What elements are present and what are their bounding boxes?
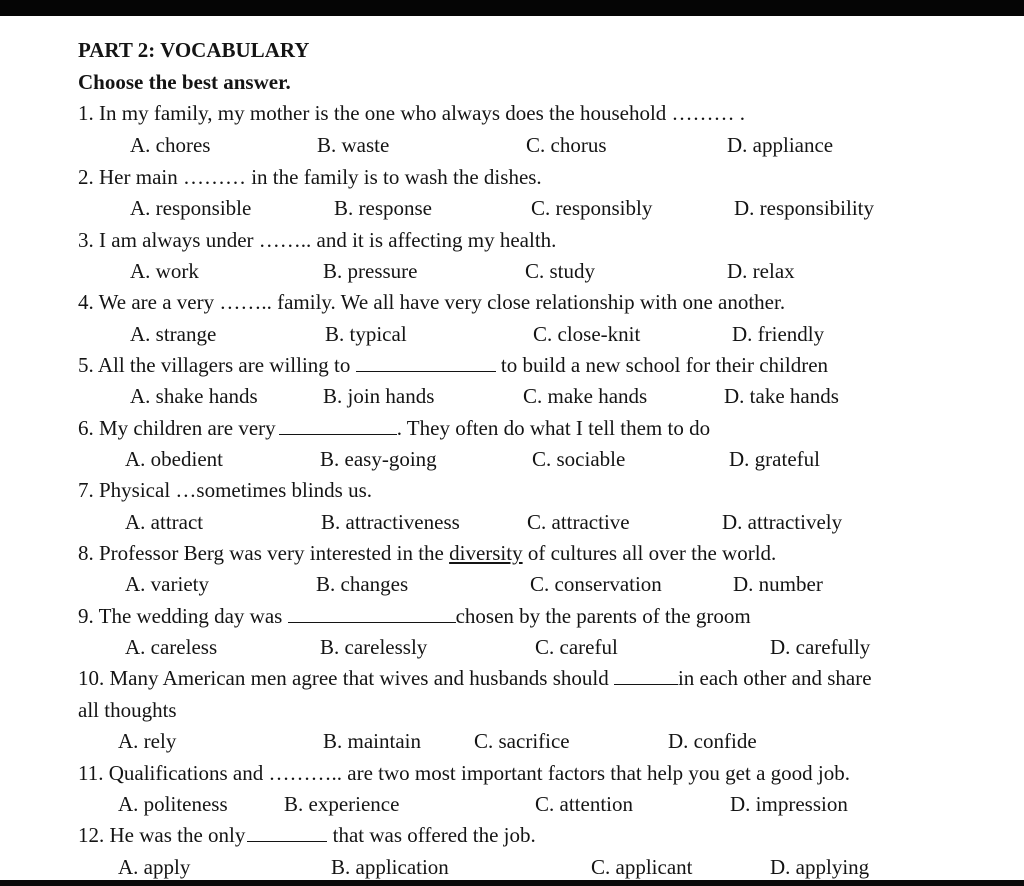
q5-option-c: C. make hands bbox=[523, 384, 648, 408]
q1-option-a: A. chores bbox=[130, 133, 211, 157]
question-12 bbox=[78, 822, 536, 848]
q10-option-c: C. sacrifice bbox=[474, 729, 570, 753]
q4-option-b: B. typical bbox=[325, 322, 407, 346]
q1-option-d: D. appliance bbox=[727, 133, 834, 157]
part-title: PART 2: VOCABULARY bbox=[78, 38, 310, 62]
q3-option-b: B. pressure bbox=[323, 259, 418, 283]
q11-option-a: A. politeness bbox=[118, 792, 228, 816]
q9-option-a: A. careless bbox=[125, 635, 218, 659]
q3-option-c: C. study bbox=[525, 259, 596, 283]
question-7: 7. Physical …sometimes blinds us. bbox=[78, 478, 372, 502]
q9-option-b: B. carelessly bbox=[320, 635, 428, 659]
q5-text-before: 5. All the villagers are willing to bbox=[78, 353, 351, 377]
question-1: 1. In my family, my mother is the one who always does the household ……… . bbox=[78, 101, 746, 125]
q9-text-before: 9. The wedding day was bbox=[78, 604, 283, 628]
top-dark-bar bbox=[0, 0, 1024, 16]
q10-option-a: A. rely bbox=[118, 729, 177, 753]
q10-text-before: 10. Many American men agree that wives and husbands should bbox=[78, 666, 609, 690]
question-10 bbox=[78, 665, 872, 691]
q6-text-before: 6. My children are very bbox=[78, 416, 276, 440]
q5-option-a: A. shake hands bbox=[130, 384, 258, 408]
q3-option-a: A. work bbox=[130, 259, 199, 283]
instruction: Choose the best answer. bbox=[78, 70, 291, 94]
q7-option-d: D. attractively bbox=[722, 510, 843, 534]
q8-option-a: A. variety bbox=[125, 572, 209, 596]
q12-text-before: 12. He was the only bbox=[78, 823, 246, 847]
q5-option-d: D. take hands bbox=[724, 384, 839, 408]
q6-text-after: . They often do what I tell them to do bbox=[396, 416, 711, 440]
q7-option-c: C. attractive bbox=[527, 510, 630, 534]
question-2: 2. Her main ……… in the family is to wash the dishes. bbox=[78, 165, 542, 189]
q6-blank bbox=[279, 416, 397, 435]
question-6 bbox=[78, 415, 710, 441]
q2-option-d: D. responsibility bbox=[734, 196, 874, 220]
q7-option-a: A. attract bbox=[125, 510, 204, 534]
q1-option-c: C. chorus bbox=[526, 133, 607, 157]
q3-option-d: D. relax bbox=[727, 259, 795, 283]
q4-option-c: C. close-knit bbox=[533, 322, 641, 346]
q10-text-after: in each other and share bbox=[677, 666, 872, 690]
q8-option-c: C. conservation bbox=[530, 572, 662, 596]
q9-option-c: C. careful bbox=[535, 635, 618, 659]
q12-blank bbox=[247, 823, 327, 842]
q10-option-b: B. maintain bbox=[323, 729, 421, 753]
question-9 bbox=[78, 603, 751, 629]
q11-option-b: B. experience bbox=[284, 792, 400, 816]
q8-underlined-word: diversity bbox=[449, 541, 523, 565]
q2-option-a: A. responsible bbox=[130, 196, 252, 220]
q6-option-c: C. sociable bbox=[532, 447, 626, 471]
q11-option-d: D. impression bbox=[730, 792, 848, 816]
q4-option-d: D. friendly bbox=[732, 322, 825, 346]
q8-option-b: B. changes bbox=[316, 572, 409, 596]
question-8 bbox=[78, 540, 776, 566]
q4-option-a: A. strange bbox=[130, 322, 217, 346]
q2-option-b: B. response bbox=[334, 196, 432, 220]
bottom-rule bbox=[0, 880, 1024, 886]
question-5 bbox=[78, 352, 828, 378]
q9-text-after: chosen by the parents of the groom bbox=[455, 604, 751, 628]
q5-text-after: to build a new school for their children bbox=[500, 353, 829, 377]
q5-blank bbox=[356, 353, 496, 372]
q2-option-c: C. responsibly bbox=[531, 196, 653, 220]
q6-option-a: A. obedient bbox=[125, 447, 223, 471]
q10-option-d: D. confide bbox=[668, 729, 757, 753]
question-10-continuation: all thoughts bbox=[78, 698, 177, 722]
q8-text-before: 8. Professor Berg was very interested in the bbox=[78, 541, 444, 565]
q12-option-b: B. application bbox=[331, 855, 449, 879]
question-11: 11. Qualifications and ……….. are two most important factors that help you get a good job. bbox=[78, 761, 850, 785]
q8-option-d: D. number bbox=[733, 572, 823, 596]
question-3: 3. I am always under …….. and it is affecting my health. bbox=[78, 228, 557, 252]
q11-option-c: C. attention bbox=[535, 792, 633, 816]
q9-blank bbox=[288, 604, 456, 623]
q7-option-b: B. attractiveness bbox=[321, 510, 460, 534]
q9-option-d: D. carefully bbox=[770, 635, 871, 659]
question-4: 4. We are a very …….. family. We all have very close relationship with one another. bbox=[78, 290, 786, 314]
q12-text-after: that was offered the job. bbox=[332, 823, 536, 847]
q12-option-a: A. apply bbox=[118, 855, 191, 879]
q6-option-d: D. grateful bbox=[729, 447, 820, 471]
q10-blank bbox=[614, 666, 678, 685]
q1-option-b: B. waste bbox=[317, 133, 390, 157]
q5-option-b: B. join hands bbox=[323, 384, 435, 408]
q12-option-d: D. applying bbox=[770, 855, 870, 879]
q8-text-after: of cultures all over the world. bbox=[527, 541, 777, 565]
q12-option-c: C. applicant bbox=[591, 855, 693, 879]
q6-option-b: B. easy-going bbox=[320, 447, 437, 471]
